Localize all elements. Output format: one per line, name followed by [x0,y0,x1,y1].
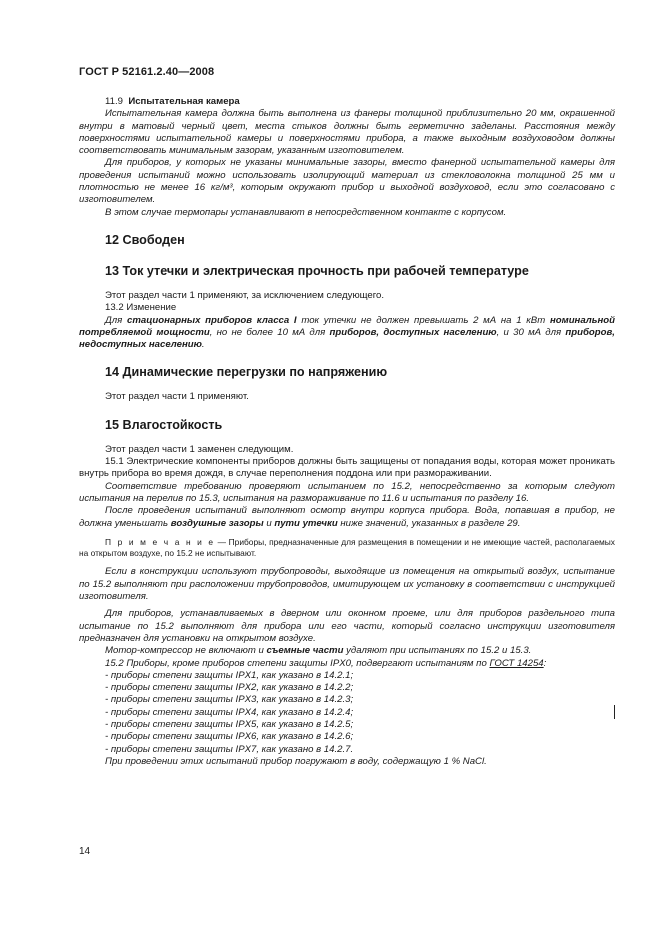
list-item: - приборы степени защиты IPX3, как указано в 14.2.3; [105,694,354,706]
list-item: - приборы степени защиты IPX5, как указано в 14.2.5; [105,718,354,730]
paragraph-15-1: 15.1 Электрические компоненты приборов должны быть защищены от попадания воды, которая может проникать внутрь прибора во время дождя, в случае переполнения поддона или при размораживании. [79,456,615,480]
section-15-heading: 15 Влагостойкость [105,417,223,432]
paragraph-11-9-2: Для приборов, у которых не указаны минимальные зазоры, вместо фанерной испытательной камеры для проведения испытаний можно использовать изолирующий материал из стекловолокна толщиной 25 мм и плотностью не менее 16 кг/м³, которым окружают прибор и выходной воздуховод, если это согласовано с изготовителем. [79,157,615,206]
document-header: ГОСТ Р 52161.2.40—2008 [79,66,215,78]
text-run: , и 30 мА для [496,326,566,338]
list-item: - приборы степени защиты IPX2, как указано в 14.2.2; [105,682,354,694]
subsection-title: Испытательная камера [128,96,240,107]
text-run: Для [105,314,128,326]
revision-bar [614,705,615,719]
term-rated-power: номинальной потребляемой мощности [79,314,615,338]
section-14-heading: 14 Динамические перегрузки по напряжению [105,365,388,380]
text-run: удаляют при испытаниях по 15.2 и 15.3. [343,645,532,657]
note-text: — Приборы, предназначенные для размещения в помещении и не имеющие частей, располагаемых на открытом воздухе, по 15.2 не испытывают. [79,536,615,559]
text-run: ток утечки не должен превышать 2 мА на 1 кВт [296,314,550,326]
paragraph-11-9-3: В этом случае термопары устанавливают в непосредственном контакте с корпусом. [105,206,507,218]
paragraph-11-9-1: Испытательная камера должна быть выполнена из фанеры толщиной приблизительно 20 мм, окрашенной внутри в матовый черный цвет, места стыков должны быть герметично заделаны. Расстояния между поверхностями испытательной камеры и поверхностями прибора, а также выходным воздуховодом должны соответствовать минимальным зазорам, указанным изготовителем. [79,108,615,157]
text-run: и [263,517,275,529]
term-public-appliances: приборов, доступных населению [329,326,497,338]
paragraph-after-test [79,505,615,530]
term-clearances: воздушные зазоры [170,517,264,529]
subsection-11-9-title [79,96,615,108]
paragraph-13-2 [79,315,615,352]
paragraph-motor [79,645,615,657]
list-item: - приборы степени защиты IPX4, как указано в 14.2.4; [105,706,354,718]
paragraph-15-2 [79,658,615,670]
term-non-public-appliances: приборов, недоступных населению [79,326,615,351]
section-14-intro: Этот раздел части 1 применяют. [105,391,249,403]
term-stationary-class-1: стационарных приборов класса I [127,314,297,326]
subsection-number: 11.9 [105,96,123,107]
paragraph-last: При проведении этих испытаний прибор погружают в воду, содержащую 1 % NaCl. [105,755,487,767]
paragraph-compliance: Соответствие требованию проверяют испытанием по 15.2, непосредственно за которым следуют испытания на перелив по 15.3, испытания на размораживание по 11.6 и испытания по разделу 16. [79,480,615,504]
term-creepage-distances: пути утечки [274,517,338,529]
term-detachable-parts: съемные части [266,645,344,657]
document-body [79,96,615,768]
text-run: ниже значений, указанных в разделе 29. [337,517,521,529]
paragraph-pipes: Если в конструкции используют трубопроводы, выходящие из помещения на открытый воздух, испытание по 15.2 выполняют при расположении трубопроводов, имитирующем их установку в соответствии с инструкцией изготовителя. [79,566,615,603]
section-12-heading: 12 Свободен [105,232,185,247]
list-item: - приборы степени защиты IPX7, как указано в 14.2.7. [105,743,354,755]
paragraph-window-units: Для приборов, устанавливаемых в дверном или оконном проеме, или для приборов раздельного типа испытание по 15.2 выполняют для прибора или его части, который согласно инструкции изготовителя предназначен для установки на открытом воздухе. [79,608,615,644]
section-15-intro: Этот раздел части 1 заменен следующим. [105,443,294,455]
section-13-heading: 13 Ток утечки и электрическая прочность при рабочей температуре [105,263,529,278]
section-13-intro: Этот раздел части 1 применяют, за исключением следующего. [105,289,385,301]
subsection-13-2-title: 13.2 Изменение [105,302,177,314]
text-run: , но не более 10 мА для [209,326,330,338]
list-item: - приборы степени защиты IPX6, как указано в 14.2.6; [105,731,354,743]
note [79,537,615,560]
standard-reference-link[interactable]: ГОСТ 14254 [489,657,544,669]
text-run: . [201,339,205,351]
note-label: П р и м е ч а н и е [105,536,216,547]
text-run: 15.2 Приборы, кроме приборов степени защиты IPX0, подвергают испытаниям по [105,657,490,669]
text-run: После проведения испытаний выполняют осмотр внутри корпуса прибора. Вода, попавшая в прибор, не должна уменьшать [79,505,615,529]
list-item: - приборы степени защиты IPX1, как указано в 14.2.1; [105,669,354,681]
text-run: : [543,657,547,669]
text-run: Мотор-компрессор не включают и [105,645,267,657]
page-number: 14 [79,846,91,857]
